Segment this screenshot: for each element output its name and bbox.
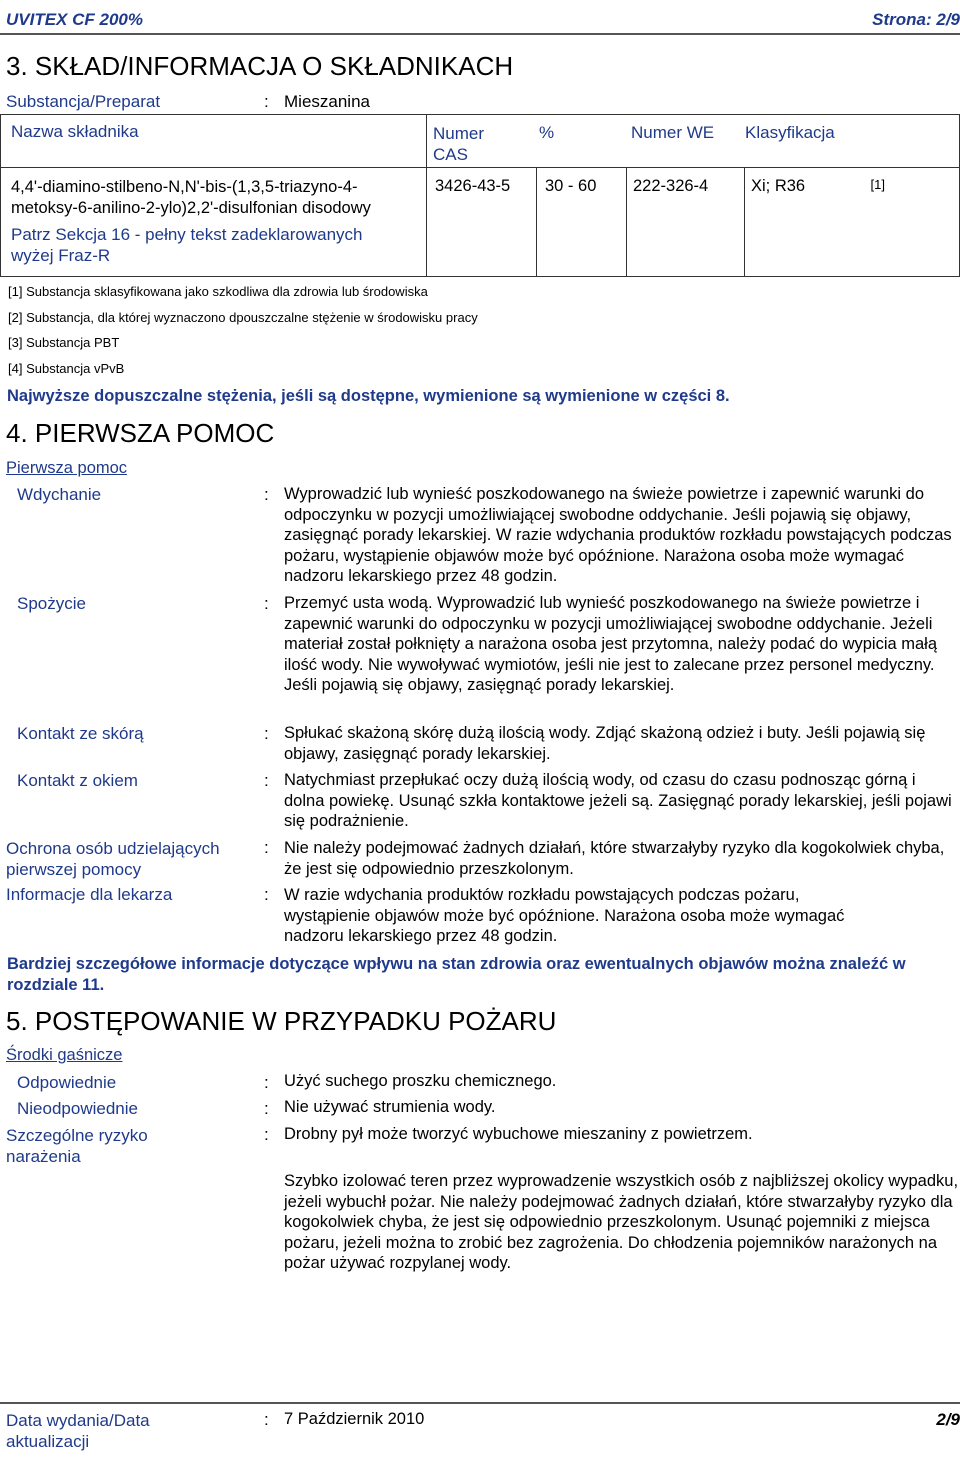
special-exposure-text: Drobny pył może tworzyć wybuchowe mieszaniny z powietrzem. bbox=[284, 1125, 753, 1143]
eye-contact-label: Kontakt z okiem bbox=[17, 771, 138, 790]
inhalation-text: Wyprowadzić lub wynieść poszkodowanego na świeże powietrze i zapewnić warunki do odpoczynku w pozycji umożliwiającej swobodne oddychanie. Jeśli pojawią się objawy, zasięgnąć porady lekarskiej. W razie wdychania produktów rozkładu powstających podczas pożaru, wystąpienie objawów może być opóźnione. Narażona osoba może wymagać nadzoru lekarskiego przez 48 godzin. bbox=[284, 485, 952, 586]
note-3: [3] Substancja PBT bbox=[8, 335, 120, 350]
special-exposure-text-2: Szybko izolować teren przez wyprowadzenie wszystkich osób z najbliższej okolicy wypadku, jeżeli wybuchł pożar. Nie należy podejmować żadnych działań, które stwarzałyby ryzyko dla kogokolwiek chyba, że jest się odpowiednio przeszkolonym. Usunąć pojemniki z miejsca pożaru, jeżeli można to zrobić bez zagrożenia. Do chłodzenia pojemników narażonych na pożar używać rozpylanej wody. bbox=[284, 1172, 959, 1273]
note-1: [1] Substancja sklasyfikowana jako szkodliwa dla zdrowia lub środowiska bbox=[8, 284, 428, 299]
colon: : bbox=[264, 594, 269, 613]
column-header-group bbox=[427, 115, 960, 168]
colon: : bbox=[264, 838, 269, 857]
ingredient-name-cell bbox=[1, 168, 427, 277]
physician-info-text: W razie wdychania produktów rozkładu powstających podczas pożaru, wystąpienie objawów może być opóźnione. Narażona osoba może wymagać nadzoru lekarskiego przez 48 godzin. bbox=[284, 886, 845, 946]
colon: : bbox=[264, 885, 269, 904]
first-aider-protection-label: Ochrona osób udzielających pierwszej pomocy bbox=[6, 839, 220, 879]
unsuitable-label: Nieodpowiednie bbox=[17, 1099, 138, 1118]
colon: : bbox=[264, 1073, 269, 1092]
section-3-title: 3. SKŁAD/INFORMACJA O SKŁADNIKACH bbox=[6, 51, 514, 81]
colon: : bbox=[264, 724, 269, 743]
document-title: UVITEX CF 200% bbox=[6, 10, 143, 29]
ingestion-label: Spożycie bbox=[17, 594, 86, 613]
header-divider bbox=[0, 33, 960, 35]
colon: : bbox=[264, 1099, 269, 1118]
column-header-cas: Numer CAS bbox=[433, 124, 485, 164]
page-indicator: Strona: 2/9 bbox=[872, 10, 960, 29]
column-header-classification: Klasyfikacja bbox=[745, 123, 835, 142]
see-section-16: Patrz Sekcja 16 - pełny tekst zadeklarowanych wyżej Fraz-R bbox=[11, 225, 363, 265]
note-4: [4] Substancja vPvB bbox=[8, 361, 125, 376]
issue-date-label: Data wydania/Data aktualizacji bbox=[6, 1411, 150, 1451]
colon: : bbox=[264, 485, 269, 504]
ingredient-percent: 30 - 60 bbox=[537, 168, 627, 277]
special-exposure-label: Szczególne ryzyko narażenia bbox=[6, 1126, 148, 1166]
note-2: [2] Substancja, dla której wyznaczono dpouszczalne stężenie w środowisku pracy bbox=[8, 310, 478, 325]
more-info-note: Bardziej szczegółowe informacje dotyczące wpływu na stan zdrowia oraz ewentualnych objawów można znaleźć w rozdziale 11. bbox=[7, 955, 906, 994]
substance-label: Substancja/Preparat bbox=[6, 92, 161, 111]
ingredient-name: 4,4'-diamino-stilbeno-N,N'-bis-(1,3,5-triazyno-4- metoksy-6-anilino-2-ylo)2,2'-disulfonian disodowy bbox=[11, 178, 371, 217]
physician-info-label: Informacje dla lekarza bbox=[6, 885, 173, 904]
first-aider-protection-text: Nie należy podejmować żadnych działań, które stwarzałyby ryzyko dla kogokolwiek chyba, że jest się odpowiednio przeszkolonym. bbox=[284, 839, 945, 878]
ingredient-cas: 3426-43-5 bbox=[427, 168, 537, 277]
footer-divider bbox=[0, 1402, 960, 1404]
substance-value: Mieszanina bbox=[284, 92, 370, 111]
section-5-title: 5. POSTĘPOWANIE W PRZYPADKU POŻARU bbox=[6, 1006, 557, 1036]
colon: : bbox=[264, 771, 269, 790]
column-header-name: Nazwa składnika bbox=[1, 115, 427, 168]
inhalation-label: Wdychanie bbox=[17, 485, 102, 504]
footer-page-number: 2/9 bbox=[936, 1410, 960, 1429]
colon: : bbox=[264, 1410, 269, 1429]
ingredient-ec: 222-326-4 bbox=[627, 168, 745, 277]
unsuitable-text: Nie używać strumienia wody. bbox=[284, 1098, 496, 1116]
ingestion-text: Przemyć usta wodą. Wyprowadzić lub wynieść poszkodowanego na świeże powietrze i zapewnić warunki do odpoczynku w pozycji umożliwiającej swobodne oddychanie. Jeżeli materiał został połknięty a narażona osoba jest przytomna, należy podać do wypicia małą ilość wody. Nie wywoływać wymiotów, jeśli nie jest to zalecane przez personel medyczny. Jeśli pojawią się objawy, zasięgnąć porady lekarskiej. bbox=[284, 594, 938, 695]
first-aid-subtitle: Pierwsza pomoc bbox=[6, 459, 128, 477]
composition-table bbox=[0, 114, 960, 277]
exposure-limits-note: Najwyższe dopuszczalne stężenia, jeśli są dostępne, wymienione są wymienione w części 8. bbox=[7, 387, 730, 405]
ingredient-classification: Xi; R36 bbox=[745, 168, 869, 277]
suitable-label: Odpowiednie bbox=[17, 1073, 117, 1092]
suitable-text: Użyć suchego proszku chemicznego. bbox=[284, 1072, 557, 1090]
skin-contact-text: Spłukać skażoną skórę dużą ilością wody. Zdjąć skażoną odzież i buty. Jeśli pojawią się objawy, zasięgnąć porady lekarskiej. bbox=[284, 724, 926, 763]
eye-contact-text: Natychmiast przepłukać oczy dużą ilością wody, od czasu do czasu podnosząc górną i dolna powiekę. Usunąć szkła kontaktowe jeżeli są. Zasięgnąć porady lekarskiej, jeśli pojawi się podrażnienie. bbox=[284, 771, 952, 831]
column-header-ec: Numer WE bbox=[631, 123, 715, 142]
issue-date-value: 7 Październik 2010 bbox=[284, 1410, 425, 1428]
ingredient-ref: [1] bbox=[869, 168, 960, 277]
skin-contact-label: Kontakt ze skórą bbox=[17, 724, 144, 743]
extinguishing-media-subtitle: Środki gaśnicze bbox=[6, 1046, 123, 1064]
colon: : bbox=[264, 1125, 269, 1144]
colon: : bbox=[264, 92, 269, 111]
section-4-title: 4. PIERWSZA POMOC bbox=[6, 418, 275, 448]
column-header-percent: % bbox=[539, 123, 555, 142]
